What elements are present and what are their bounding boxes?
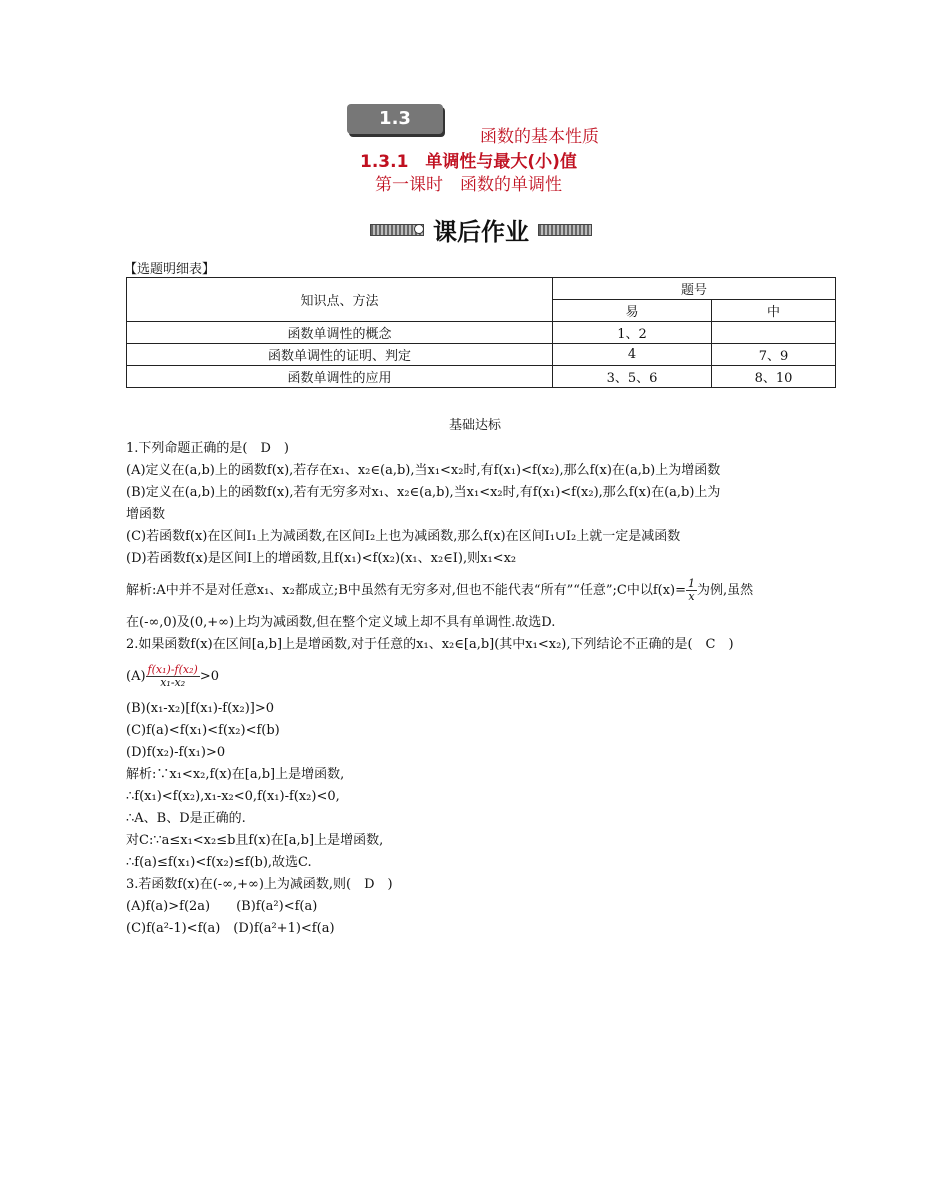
header-number: 题号 — [553, 278, 836, 300]
q1-analysis-line1 — [126, 576, 841, 606]
fraction-denominator: x₁-x₂ — [160, 676, 186, 689]
q2-solution-2: ∴f(x₁)<f(x₂),x₁-x₂<0,f(x₁)-f(x₂)<0, — [126, 789, 340, 804]
fraction-numerator: f(x₁)-f(x₂) — [147, 663, 198, 676]
q1-option-a: (A)定义在(a,b)上的函数f(x),若存在x₁、x₂∈(a,b),当x₁<x₂时,有f(x₁)<f(x₂),那么f(x)在(a,b)上为增函数 — [126, 463, 721, 478]
q1-option-b: (B)定义在(a,b)上的函数f(x),若有无穷多对x₁、x₂∈(a,b),当x₁<x₂时,有f(x₁)<f(x₂),那么f(x)在(a,b)上为 — [126, 485, 721, 500]
q2-a-prefix: (A) — [126, 669, 146, 684]
lesson-title: 第一课时 函数的单调性 — [375, 175, 562, 195]
q2-option-c: (C)f(a)<f(x₁)<f(x₂)<f(b) — [126, 723, 280, 738]
table-label: 【选题明细表】 — [124, 262, 216, 277]
fraction — [686, 578, 697, 603]
banner-dot-icon — [414, 224, 424, 234]
header-mid: 中 — [712, 300, 836, 322]
q2-a-suffix: >0 — [199, 669, 219, 684]
q2-stem: 2.如果函数f(x)在区间[a,b]上是增函数,对于任意的x₁、x₂∈[a,b](其中x₁<x₂),下列结论不正确的是( C ) — [126, 637, 734, 652]
q2-solution-4: 对C:∵a≤x₁<x₂≤b且f(x)在[a,b]上是增函数, — [126, 833, 384, 848]
row-mid — [712, 322, 836, 344]
q1-analysis-text-b: 为例,虽然 — [697, 583, 754, 598]
q3-options-cd: (C)f(a²-1)<f(a) (D)f(a²+1)<f(a) — [126, 921, 335, 936]
section-heading: 基础达标 — [448, 418, 501, 433]
fraction — [146, 664, 200, 689]
row-easy: 4 — [553, 344, 712, 366]
q1-option-c: (C)若函数f(x)在区间I₁上为减函数,在区间I₂上也为减函数,那么f(x)在区间I₁∪I₂上就一定是减函数 — [126, 529, 681, 544]
q2-option-a — [126, 662, 841, 692]
table-row — [127, 344, 836, 366]
q3-stem: 3.若函数f(x)在(-∞,+∞)上为减函数,则( D ) — [126, 877, 393, 892]
row-mid: 7、9 — [712, 344, 836, 366]
homework-heading: 课后作业 — [433, 218, 529, 246]
homework-banner — [370, 212, 592, 244]
q1-analysis-text: 解析:A中并不是对任意x₁、x₂都成立;B中虽然有无穷多对,但也不能代表“所有”“任意”;C中以f(x)= — [126, 583, 687, 598]
row-easy: 3、5、6 — [553, 366, 712, 388]
q1-stem: 1.下列命题正确的是( D ) — [126, 441, 289, 456]
fraction-numerator: 1 — [688, 577, 696, 590]
questions-body — [126, 438, 841, 940]
q2-solution-5: ∴f(a)≤f(x₁)<f(x₂)≤f(b),故选C. — [126, 855, 312, 870]
question-table — [126, 277, 836, 388]
row-topic: 函数单调性的概念 — [127, 322, 553, 344]
q1-analysis-line2: 在(-∞,0)及(0,+∞)上均为减函数,但在整个定义域上却不具有单调性.故选D. — [126, 615, 556, 630]
chapter-title: 函数的基本性质 — [480, 127, 599, 147]
q1-option-d: (D)若函数f(x)是区间I上的增函数,且f(x₁)<f(x₂)(x₁、x₂∈I),则x₁<x₂ — [126, 551, 517, 566]
row-easy: 1、2 — [553, 322, 712, 344]
fraction-denominator: x — [688, 590, 695, 603]
row-mid: 8、10 — [712, 366, 836, 388]
section-number-badge: 1.3 — [347, 104, 443, 134]
table-row — [127, 322, 836, 344]
row-topic: 函数单调性的应用 — [127, 366, 553, 388]
header-topic: 知识点、方法 — [127, 278, 553, 322]
q1-option-b-cont: 增函数 — [126, 507, 166, 522]
q2-solution-1: 解析:∵x₁<x₂,f(x)在[a,b]上是增函数, — [126, 767, 345, 782]
q2-option-d: (D)f(x₂)-f(x₁)>0 — [126, 745, 226, 760]
header-easy: 易 — [553, 300, 712, 322]
row-topic: 函数单调性的证明、判定 — [127, 344, 553, 366]
table-row — [127, 366, 836, 388]
section-title: 1.3.1 单调性与最大(小)值 — [360, 152, 577, 172]
q2-option-b: (B)(x₁-x₂)[f(x₁)-f(x₂)]>0 — [126, 701, 275, 716]
q2-solution-3: ∴A、B、D是正确的. — [126, 811, 246, 826]
banner-right-bar — [538, 224, 592, 236]
q3-options-ab: (A)f(a)>f(2a) (B)f(a²)<f(a) — [126, 899, 318, 914]
